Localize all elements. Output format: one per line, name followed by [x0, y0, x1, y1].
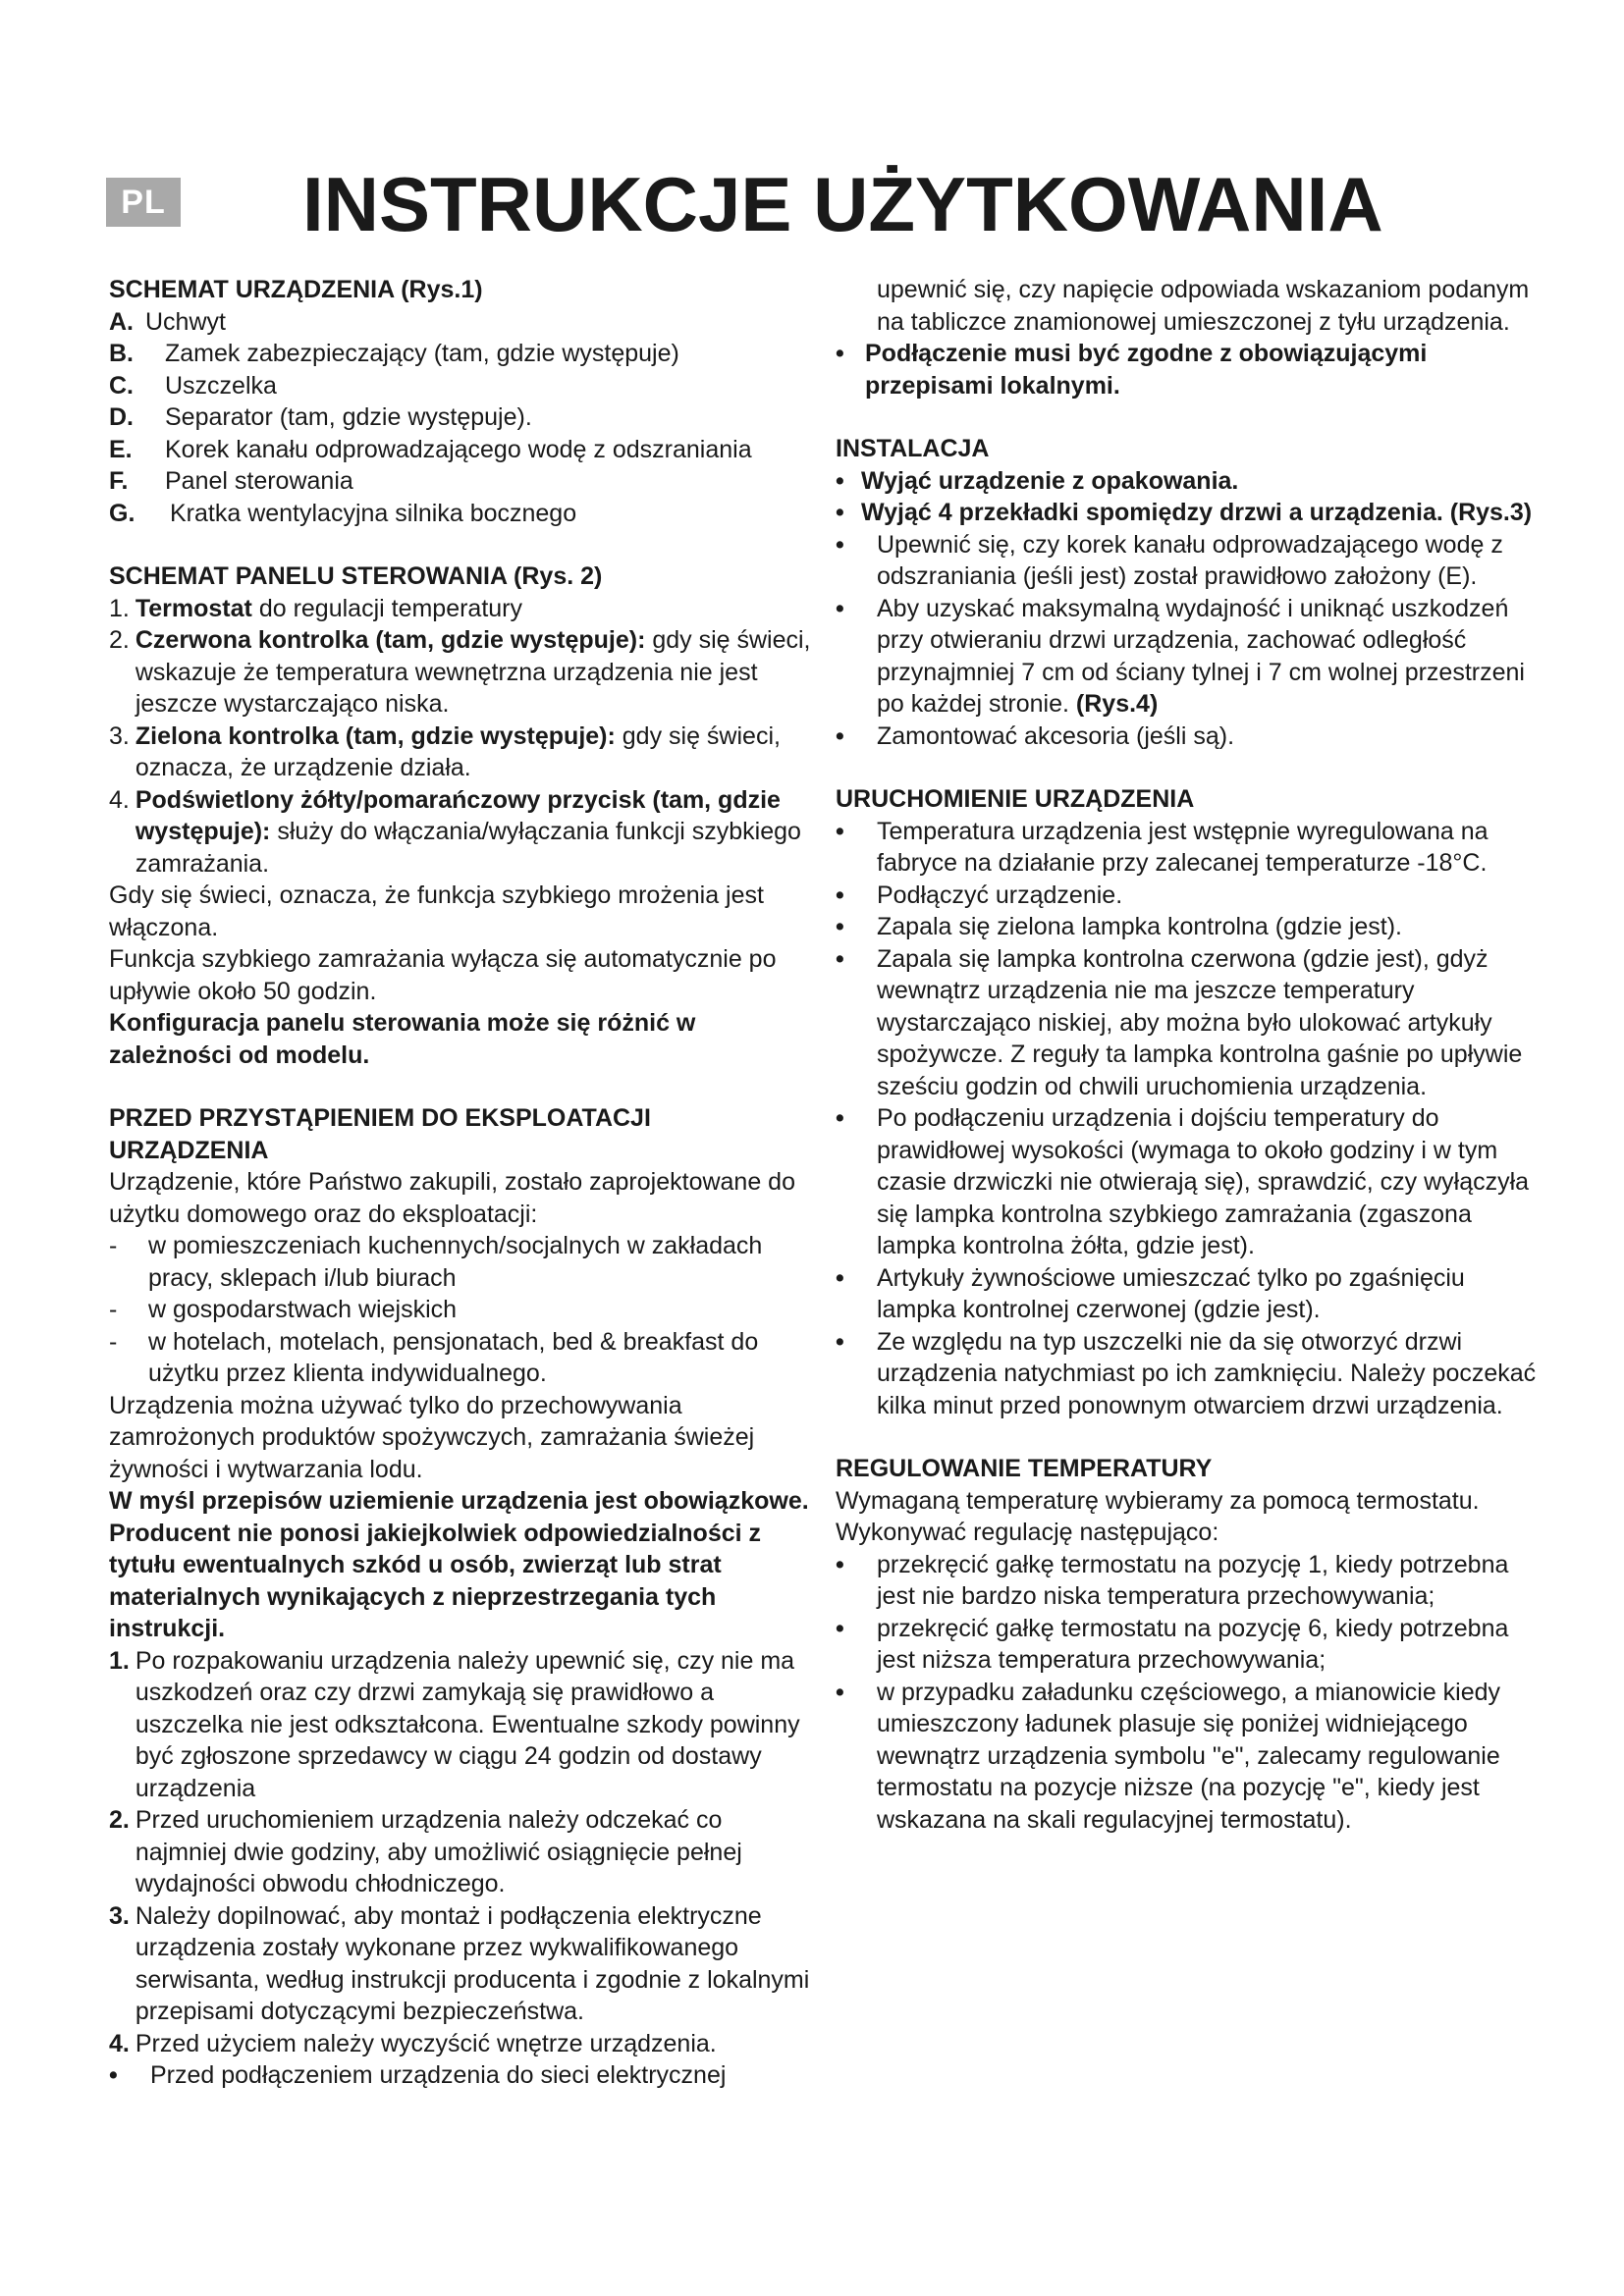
bullet-item	[836, 1677, 1538, 1837]
bullet-item	[836, 1262, 1538, 1326]
left-column	[109, 274, 816, 2092]
page-title: INSTRUKCJE UŻYTKOWANIA	[302, 161, 1383, 247]
bullet-mark: •	[836, 1104, 844, 1132]
item-label: A.	[109, 307, 134, 336]
section-schemat	[109, 274, 816, 529]
bullet-continuation	[836, 274, 1538, 338]
section-uruchomienie	[836, 783, 1538, 1421]
paragraph: Urządzenia można używać tylko do przechowywania zamrożonych produktów spożywczych, zamrażania świeżej żywności i wytwarzania lodu.	[109, 1391, 755, 1483]
item-text: Panel sterowania	[165, 467, 353, 495]
item-text: przekręcić gałkę termostatu na pozycję 1, kiedy potrzebna jest nie bardzo niska temperatura przechowywania;	[877, 1550, 1509, 1610]
item-label: E.	[109, 435, 133, 463]
list-item	[109, 465, 816, 498]
item-text: Zapala się zielona lampka kontrolna (gdzie jest).	[877, 913, 1402, 940]
item-text: Separator (tam, gdzie występuje).	[165, 403, 532, 431]
item-number: 3.	[109, 721, 130, 750]
section-regulowanie	[836, 1453, 1538, 1836]
item-text: w gospodarstwach wiejskich	[148, 1296, 458, 1323]
bullet-mark: •	[836, 466, 844, 495]
item-text: przekręcić gałkę termostatu na pozycję 6, kiedy potrzebna jest niższa temperatura przechowywania;	[877, 1614, 1509, 1674]
item-text: Przed użyciem należy wyczyścić wnętrze urządzenia.	[135, 2029, 717, 2057]
item-label: C.	[109, 371, 134, 400]
language-badge: PL	[106, 178, 181, 227]
bullet-mark: •	[836, 530, 844, 559]
bullet-mark: •	[836, 594, 844, 622]
paragraph: Urządzenie, które Państwo zakupili, zostało zaprojektowane do użytku domowego oraz do eksploatacji:	[109, 1168, 795, 1228]
section-heading: REGULOWANIE TEMPERATURY	[836, 1455, 1213, 1482]
item-text: Zapala się lampka kontrolna czerwona (gdzie jest), gdyż wewnątrz urządzenia nie ma jeszcze temperatury wystarczająco niskiej, aby można było ulokować artykuły spożywcze. Z reguły ta lampka kontrolna gaśnie po upływie sześciu godzin od chwili uruchomienia urządzenia.	[877, 944, 1523, 1100]
list-item	[109, 306, 816, 339]
item-text: Po rozpakowaniu urządzenia należy upewnić się, czy nie ma uszkodzeń oraz czy drzwi zamykają się prawidłowo a uszczelka nie jest odkształcona. Ewentualne szkody powinny być zgłoszone sprzedawcy w ciągu 24 godzin od dostawy urządzenia	[135, 1646, 800, 1802]
item-bold: Czerwona kontrolka (tam, gdzie występuje):	[135, 626, 646, 654]
item-label: F.	[109, 467, 129, 495]
item-text: Temperatura urządzenia jest wstępnie wyregulowana na fabryce na działanie przy zalecanej temperaturze -18°C.	[877, 817, 1489, 877]
right-column	[836, 274, 1538, 1836]
bullet-item	[836, 816, 1538, 880]
item-text: Kratka wentylacyjna silnika bocznego	[170, 499, 577, 527]
bullet-item	[836, 943, 1538, 1103]
bullet-mark: •	[836, 881, 844, 909]
bullet-mark: •	[109, 2061, 118, 2089]
bullet-item	[836, 593, 1538, 721]
item-text: Korek kanału odprowadzającego wodę z odszraniania	[165, 435, 752, 463]
item-text: gdy się świeci, oznacza, że urządzenie działa.	[135, 721, 781, 781]
item-label: B.	[109, 340, 134, 367]
item-bold: Termostat	[135, 594, 252, 622]
list-item	[109, 338, 816, 370]
bullet-item	[836, 1613, 1538, 1677]
bullet-mark: •	[836, 1614, 844, 1642]
bullet-item	[109, 2059, 816, 2092]
item-text: w przypadku załadunku częściowego, a mianowicie kiedy umieszczony ładunek plasuje się poniżej widniejącego wewnątrz urządzenia symbolu "e", zalecamy regulowanie termostatu na pozycje niższe (na pozycję "e", kiedy jest wskazana na skali regulacyjnej termostatu).	[877, 1678, 1501, 1834]
item-bold: Zielona kontrolka (tam, gdzie występuje):	[135, 721, 616, 750]
bullet-mark: •	[836, 1550, 844, 1578]
section-heading: SCHEMAT URZĄDZENIA (Rys.1)	[109, 276, 483, 303]
list-item	[109, 1900, 816, 2028]
item-number: 2.	[109, 1806, 130, 1834]
dash-item	[109, 1230, 816, 1294]
item-text: Wyjąć urządzenie z opakowania.	[861, 466, 1239, 495]
section-heading: URUCHOMIENIE URZĄDZENIA	[836, 785, 1195, 813]
item-text: Podłączenie musi być zgodne z obowiązującymi przepisami lokalnymi.	[865, 340, 1428, 400]
section-instalacja	[836, 433, 1538, 752]
item-text: służy do włączania/wyłączania funkcji szybkiego zamrażania.	[135, 818, 801, 878]
item-bold: (Rys.4)	[1075, 690, 1159, 718]
item-text: do regulacji temperatury	[251, 594, 523, 622]
bullet-mark: •	[836, 817, 844, 845]
item-number: 2.	[109, 626, 130, 654]
item-text: Przed uruchomieniem urządzenia należy odczekać co najmniej dwie godziny, aby umożliwić osiągnięcie pełnej wydajności obwodu chłodniczego.	[135, 1806, 742, 1897]
item-text: Należy dopilnować, aby montaż i podłączenia elektryczne urządzenia zostały wykonane przez wykwalifikowanego serwisanta, według instrukcji producenta i zgodnie z lokalnymi przepisami dotyczącymi bezpieczeństwa.	[135, 1901, 810, 2025]
item-number: 1.	[109, 594, 130, 622]
bullet-mark: •	[836, 1678, 844, 1706]
item-text: w hotelach, motelach, pensjonatach, bed & breakfast do użytku przez klienta indywidualnego.	[148, 1327, 759, 1387]
bullet-item	[836, 497, 1538, 529]
item-label: G.	[109, 499, 135, 527]
item-label: D.	[109, 403, 134, 431]
paragraph: Gdy się świeci, oznacza, że funkcja szybkiego mrożenia jest włączona.	[109, 881, 764, 941]
paragraph: Funkcja szybkiego zamrażania wyłącza się automatycznie po upływie około 50 godzin.	[109, 945, 777, 1005]
list-item	[109, 593, 816, 625]
paragraph-bold: Konfiguracja panelu sterowania może się różnić w zależności od modelu.	[109, 1009, 696, 1069]
list-item	[109, 624, 816, 721]
item-text: Upewnić się, czy korek kanału odprowadzającego wodę z odszraniania (jeśli jest) został prawidłowo założony (E).	[877, 530, 1503, 590]
item-text: Aby uzyskać maksymalną wydajność i uniknąć uszkodzeń przy otwieraniu drzwi urządzenia, zachować odległość przynajmniej 7 cm od ściany tylnej i 7 cm wolnej przestrzeni po każdej stronie.	[877, 594, 1525, 718]
dash-mark: -	[109, 1327, 118, 1356]
section-panel	[109, 561, 816, 1071]
dash-item	[109, 1294, 816, 1326]
item-text: gdy się świeci, wskazuje że temperatura wewnętrzna urządzenia nie jest jeszcze wystarczająco niska.	[135, 626, 811, 718]
bullet-item	[836, 465, 1538, 498]
paragraph: Wymaganą temperaturę wybieramy za pomocą termostatu. Wykonywać regulację następująco:	[836, 1486, 1480, 1546]
list-item	[109, 784, 816, 881]
list-item	[109, 498, 816, 530]
section-heading: INSTALACJA	[836, 435, 990, 462]
bullet-item	[836, 338, 1538, 401]
item-number: 3.	[109, 1901, 130, 1930]
section-heading: SCHEMAT PANELU STEROWANIA (Rys. 2)	[109, 562, 603, 590]
section-heading: PRZED PRZYSTĄPIENIEM DO EKSPLOATACJI URZĄDZENIA	[109, 1104, 651, 1164]
list-item	[109, 401, 816, 434]
bullet-mark: •	[836, 1263, 844, 1292]
bullet-mark: •	[836, 499, 844, 526]
list-item	[109, 721, 816, 784]
bullet-mark: •	[836, 340, 844, 367]
item-text: Zamek zabezpieczający (tam, gdzie występuje)	[165, 340, 679, 367]
bullet-item	[836, 1102, 1538, 1262]
item-text: Wyjąć 4 przekładki spomiędzy drzwi a urządzenia. (Rys.3)	[861, 499, 1533, 526]
list-item	[109, 370, 816, 402]
item-text: upewnić się, czy napięcie odpowiada wskazaniom podanym na tabliczce znamionowej umieszczonej z tyłu urządzenia.	[877, 276, 1530, 336]
dash-mark: -	[109, 1296, 118, 1323]
list-item	[109, 1804, 816, 1900]
item-text: Podłączyć urządzenie.	[877, 881, 1123, 909]
item-number: 4.	[109, 2029, 130, 2057]
item-text: w pomieszczeniach kuchennych/socjalnych w zakładach pracy, sklepach i/lub biurach	[148, 1232, 763, 1292]
item-text: Przed podłączeniem urządzenia do sieci elektrycznej	[150, 2061, 727, 2089]
bullet-item	[836, 1326, 1538, 1422]
bullet-mark: •	[836, 944, 844, 973]
bullet-mark: •	[836, 721, 844, 750]
item-text: Artykuły żywnościowe umieszczać tylko po zgaśnięciu lampka kontrolnej czerwonej (gdzie jest).	[877, 1263, 1465, 1323]
list-item	[109, 1645, 816, 1805]
item-number: 1.	[109, 1646, 130, 1675]
bullet-mark: •	[836, 913, 844, 940]
dash-item	[109, 1326, 816, 1390]
list-item	[109, 2028, 816, 2060]
item-number: 4.	[109, 785, 130, 814]
section-przed	[109, 1102, 816, 2092]
bullet-item	[836, 911, 1538, 943]
bullet-item	[836, 529, 1538, 593]
item-text: Po podłączeniu urządzenia i dojściu temperatury do prawidłowej wysokości (wymaga to około godziny i w tym czasie drzwiczki nie otwierają się), sprawdzić, czy wyłączyła się lampka kontrolna szybkiego zamrażania (zgaszona lampka kontrolna żółta, gdzie jest).	[877, 1104, 1530, 1259]
item-text: Uchwyt	[145, 307, 226, 336]
dash-mark: -	[109, 1232, 118, 1259]
bullet-item	[836, 880, 1538, 912]
item-text: Uszczelka	[165, 371, 277, 400]
warning-paragraph: W myśl przepisów uziemienie urządzenia jest obowiązkowe. Producent nie ponosi jakiejkolwiek odpowiedzialności z tytułu ewentualnych szkód u osób, zwierząt lub strat materialnych wynikających z nieprzestrzegania tych instrukcji.	[109, 1487, 809, 1642]
item-text: Zamontować akcesoria (jeśli są).	[877, 721, 1235, 750]
bullet-item	[836, 721, 1538, 753]
list-item	[109, 434, 816, 466]
bullet-item	[836, 1549, 1538, 1613]
item-bold: Podświetlony żółty/pomarańczowy przycisk (tam, gdzie występuje):	[135, 785, 781, 845]
item-text: Ze względu na typ uszczelki nie da się otworzyć drzwi urządzenia natychmiast po ich zamknięciu. Należy poczekać kilka minut przed ponownym otwarciem drzwi urządzenia.	[877, 1327, 1537, 1419]
bullet-mark: •	[836, 1327, 844, 1356]
